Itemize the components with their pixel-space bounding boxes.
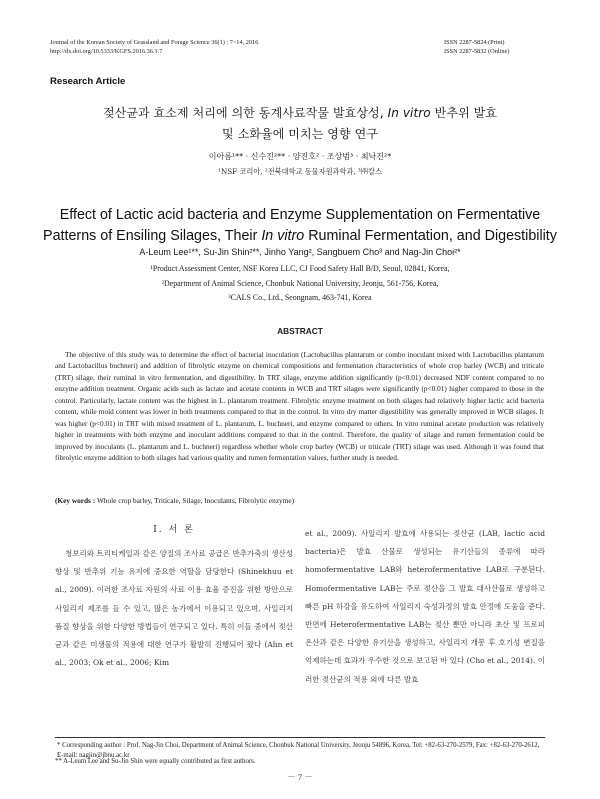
footnote-corresponding: * Corresponding author : Prof. Nag-Jin Choi, Department of Animal Science, Chonbuk National University, Jeonju 54896, Korea, Tel: +82-63-270-2579, Fax: +82-63-270-2612, E-mail: nagjin@jbnu.ac.kr: [57, 742, 540, 759]
keywords: [55, 496, 544, 505]
korean-authors: 이아름¹** · 신수진²** · 양진호² · 조상범³ · 최낙진²*: [208, 152, 392, 161]
english-affiliation-2: ²Department of Animal Science, Chonbuk National University, Jeonju, 561-756, Korea,: [161, 279, 439, 288]
abstract-heading: ABSTRACT: [277, 326, 323, 336]
keywords-text: Whole crop barley, Triticale, Silage, Inoculants, Fibrolytic enzyme): [96, 496, 295, 505]
english-title-prefix: Patterns of Ensiling Silages, Their: [43, 228, 262, 244]
footnote-equal-contribution: ** A-Leum Lee and Su-Jin Shin were equally contributed as first authors.: [55, 758, 256, 765]
abstract-text: The objective of this study was to determine the effect of bacterial inoculation (Lactobacillus plantarum or combo inoculant mixed with Lactobacillus plantarum and Lactobacillus buchneri) and addition of fibrolytic enzyme on chemical compositions and fermentation characteristics of whole crop barley (WCB) and triticale (TRT) silage, their ruminal in vitro fermentation, and digestibility. In TRT silage, enzyme addition significantly (p<0.01) decreased NDF content compared to no enzyme addition treatment. Organic acids such as lactate and acetate contents in WCB and TRT silages were significantly (p<0.01) higher compared to those in the control. Particularly, lactate content was the highest in L. plantarum treatment. Fibrolytic enzyme treatment on both silages had relatively higher lactic acid bacteria content, while mold content was lower in both treatments compared to that in the control. In vitro dry matter digestibility was generally improved in WCB silages. It was higher (p<0.01) in TRT with mixed treatment of L. plantarum, L. buchneri, and enzyme compared to others. In vitro ruminal acetate production was relatively higher in treatments with both enzyme and inoculant additions compared to that in the control. Therefore, the quality of silage and rumen fermentation could be improved by inoculants (L. plantarum and L. buchneri) regardless whether whole crop barley (WCB) or triticale (TRT) silage was used. Although it was found that fibrolytic enzyme addition to both silages had various quality and rumen fermentation values, further study is needed.: [55, 350, 544, 463]
footnote-rule: [55, 737, 545, 738]
keywords-label: (Key words :: [55, 496, 97, 505]
page-number: － 7 －: [287, 772, 313, 782]
right-column-text: et al., 2009). 사일리지 발효에 사용되는 젖산균 (LAB, lactic acid bacteria)은 발효 산물로 생성되는 유기산들의 종류에 따라 homofermentative LAB와 heterofermentative LAB로 구분된다. Homofermentative LAB는 주로 젖산을 그 발효 대사산물로 생성하고 빠른 pH 하강을 유도하여 사일리지 숙성과정의 발효 안정에 도움을 준다. 반면에 Heterofermentative LAB는 젖산 뿐만 아니라 초산 및 프로피온산과 같은 다양한 유기산을 생성하고, 사일리지 개봉 후 호기성 변질을 억제하는데 효과가 우수한 것으로 보고된 바 있다 (Cho et al., 2014). 이러한 젖산균의 적용 외에 다른 발효: [305, 529, 545, 684]
english-authors: A-Leum Lee¹**, Su-Jin Shin²**, Jinho Yang², Sangbuem Cho³ and Nag-Jin Choi²*: [139, 247, 461, 257]
issn-print: ISSN 2287-5824 (Print): [444, 39, 505, 46]
issn-online: ISSN 2287-5832 (Online): [444, 48, 510, 55]
korean-title-suffix: 반추위 발효: [430, 106, 498, 120]
korean-title-line2: 및 소화율에 미치는 영향 연구: [222, 127, 378, 141]
english-title-italic: In vitro: [261, 228, 305, 244]
doi-line: http://dx.doi.org/10.5333/KGFS.2016.36.1.7: [50, 48, 163, 55]
left-column-text: 청보리와 트리티케일과 같은 양질의 조사료 공급은 반추가축의 생산성 향상 및 반추위 기능 유지에 중요한 역할을 담당한다 (Shinekhuu et al., 2009). 이러한 조사료 자원의 사료 이용 효율 증진을 위한 방안으로 사일리지 제조를 들 수 있고, 많은 농가에서 이용되고 있으며, 사일리지 품질 향상을 위한 다양한 방법들이 연구되고 있다. 특히 이들 중에서 젖산균과 같은 미생물의 적용에 대한 연구가 활발히 진행되어 왔다 (Ahn et al., 2003; Ok et al., 2006; Kim: [55, 549, 293, 668]
korean-title-line1: [40, 103, 560, 123]
english-title-suffix: Ruminal Fermentation, and Digestibility: [304, 228, 557, 244]
english-affiliation-3: ³CALS Co., Ltd., Seongnam, 463-741, Korea: [228, 293, 372, 302]
right-column: [305, 525, 545, 689]
abstract-body: [55, 349, 544, 464]
korean-affiliations: ¹NSF 코리아, ²전북대학교 동물자원과학과, ³㈜칼스: [218, 167, 382, 176]
journal-citation: Journal of the Korean Society of Grassland and Forage Science 36(1) : 7~14, 2016: [50, 39, 259, 46]
korean-title-prefix: 젖산균과 효소제 처리에 의한 동계사료작물 발효상성,: [102, 106, 388, 120]
left-column: [55, 545, 293, 672]
english-affiliation-1: ¹Product Assessment Center, NSF Korea LLC, CJ Food Safety Hall B/D, Seoul, 02841, Korea,: [150, 264, 450, 273]
english-title-line1: Effect of Lactic acid bacteria and Enzyme Supplementation on Fermentative: [59, 207, 541, 223]
english-title-line2: [30, 226, 570, 247]
section-heading-introduction: Ⅰ. 서 론: [153, 525, 195, 535]
article-type: Research Article: [50, 76, 126, 87]
korean-title-italic: In vitro: [387, 106, 431, 120]
